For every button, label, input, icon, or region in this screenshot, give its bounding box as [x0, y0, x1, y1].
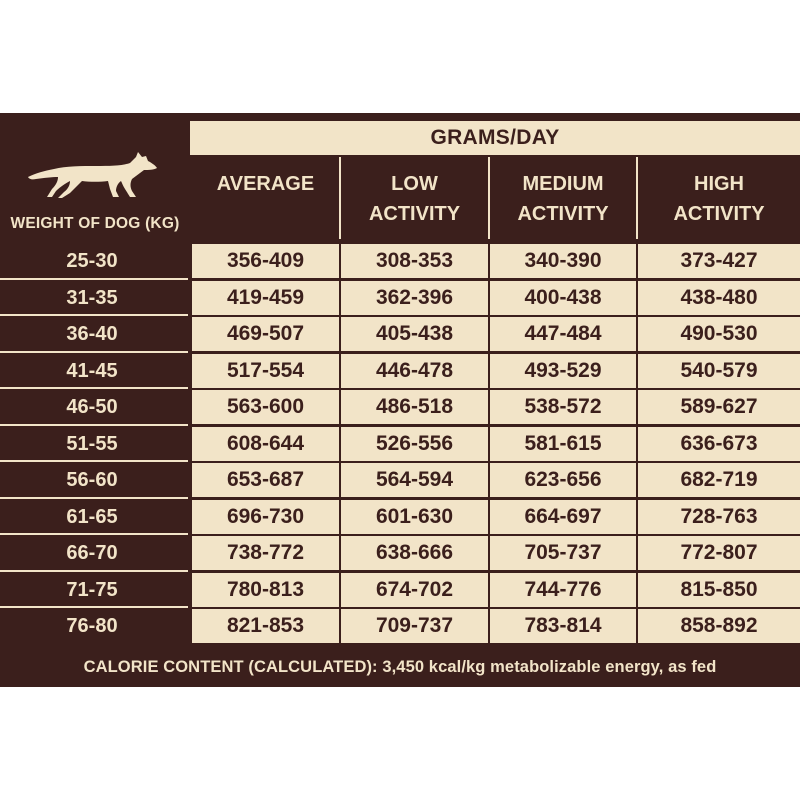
wolf-icon	[26, 151, 158, 199]
column-header-high-activity	[638, 157, 800, 237]
table-cell: 340-390	[490, 244, 636, 278]
row-divider	[0, 460, 188, 462]
column-header-line2: ACTIVITY	[368, 203, 461, 225]
column-header-line1: AVERAGE	[216, 173, 315, 195]
column-header-line2: ACTIVITY	[517, 203, 609, 225]
row-divider	[0, 424, 188, 426]
calorie-content-note: CALORIE CONTENT (CALCULATED): 3,450 kcal/kg metabolizable energy, as fed	[83, 657, 717, 676]
table-cell: 821-853	[192, 609, 339, 643]
weight-range-label: 41-45	[66, 360, 118, 382]
table-cell: 490-530	[638, 317, 800, 351]
column-header-line1: HIGH	[694, 173, 744, 195]
weight-range-label: 31-35	[66, 287, 118, 309]
column-divider	[636, 157, 638, 239]
table-cell: 308-353	[341, 244, 488, 278]
table-cell: 858-892	[638, 609, 800, 643]
column-divider	[488, 157, 490, 239]
weight-column-label: WEIGHT OF DOG (KG)	[10, 215, 180, 232]
table-cell: 517-554	[192, 354, 339, 388]
column-header-line1: MEDIUM	[522, 173, 604, 195]
column-header-average	[192, 157, 339, 237]
table-cell: 400-438	[490, 281, 636, 315]
grams-per-day-title: GRAMS/DAY	[430, 126, 560, 149]
table-cell: 362-396	[341, 281, 488, 315]
table-cell: 664-697	[490, 500, 636, 534]
table-cell: 373-427	[638, 244, 800, 278]
table-cell: 738-772	[192, 536, 339, 570]
table-cell: 772-807	[638, 536, 800, 570]
table-cell: 636-673	[638, 427, 800, 461]
row-divider	[0, 570, 188, 572]
table-cell: 356-409	[192, 244, 339, 278]
table-cell: 638-666	[341, 536, 488, 570]
weight-range-label: 76-80	[66, 615, 118, 637]
row-divider	[0, 314, 188, 316]
table-cell: 780-813	[192, 573, 339, 607]
table-cell: 815-850	[638, 573, 800, 607]
table-cell: 601-630	[341, 500, 488, 534]
table-cell: 526-556	[341, 427, 488, 461]
row-divider	[0, 533, 188, 535]
table-cell: 653-687	[192, 463, 339, 497]
table-cell: 486-518	[341, 390, 488, 424]
table-cell: 705-737	[490, 536, 636, 570]
table-cell: 563-600	[192, 390, 339, 424]
table-cell: 564-594	[341, 463, 488, 497]
column-header-line1: LOW	[391, 173, 438, 195]
column-divider	[339, 157, 341, 239]
weight-range-label: 61-65	[66, 506, 118, 528]
table-cell: 419-459	[192, 281, 339, 315]
table-cell: 446-478	[341, 354, 488, 388]
table-cell: 696-730	[192, 500, 339, 534]
table-cell: 469-507	[192, 317, 339, 351]
table-cell: 540-579	[638, 354, 800, 388]
weight-range-label: 51-55	[66, 433, 118, 455]
logo-area	[0, 121, 190, 239]
weight-range-label: 46-50	[66, 396, 118, 418]
row-divider	[0, 278, 188, 280]
row-divider	[0, 387, 188, 389]
weight-range-label: 66-70	[66, 542, 118, 564]
grams-per-day-header	[190, 121, 800, 155]
table-cell: 674-702	[341, 573, 488, 607]
column-header-line2: ACTIVITY	[673, 203, 765, 225]
table-cell: 538-572	[490, 390, 636, 424]
table-cell: 623-656	[490, 463, 636, 497]
table-cell: 608-644	[192, 427, 339, 461]
table-cell: 783-814	[490, 609, 636, 643]
table-cell: 709-737	[341, 609, 488, 643]
column-header-low-activity	[341, 157, 488, 237]
table-cell: 744-776	[490, 573, 636, 607]
table-cell: 438-480	[638, 281, 800, 315]
table-cell: 589-627	[638, 390, 800, 424]
weight-range-label: 56-60	[66, 469, 118, 491]
row-divider	[0, 497, 188, 499]
table-cell: 493-529	[490, 354, 636, 388]
row-divider	[0, 606, 188, 608]
weight-range-label: 36-40	[66, 323, 118, 345]
column-header-medium-activity	[490, 157, 636, 237]
table-cell: 682-719	[638, 463, 800, 497]
table-cell: 728-763	[638, 500, 800, 534]
weight-range-label: 71-75	[66, 579, 118, 601]
table-cell: 447-484	[490, 317, 636, 351]
weight-range-label: 25-30	[66, 250, 118, 272]
table-cell: 581-615	[490, 427, 636, 461]
row-divider	[0, 351, 188, 353]
table-cell: 405-438	[341, 317, 488, 351]
